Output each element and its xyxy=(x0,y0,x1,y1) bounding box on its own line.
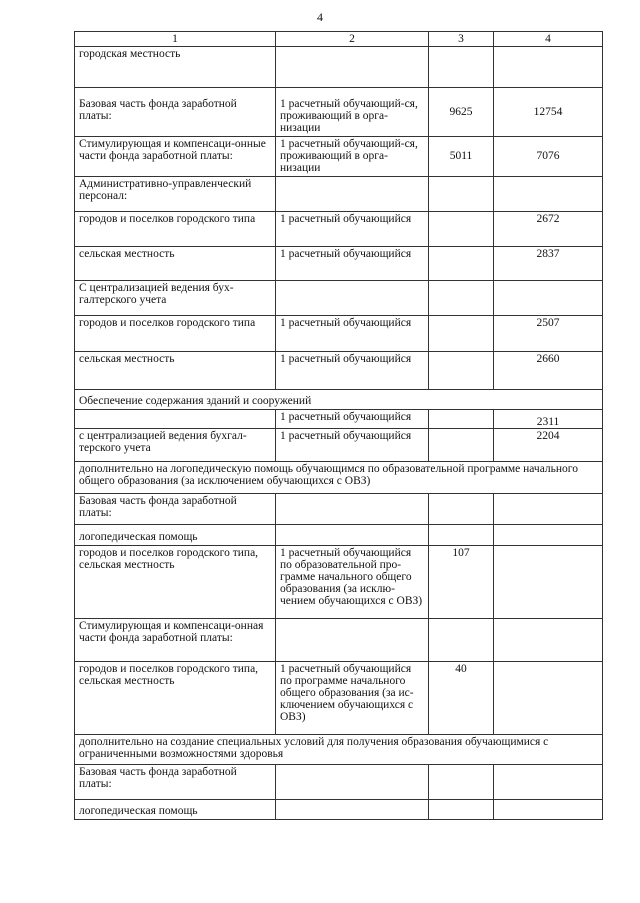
page-number: 4 xyxy=(317,10,323,24)
value-col3-cell xyxy=(429,247,494,281)
value-col4-cell: 2837 xyxy=(494,247,603,281)
table-row xyxy=(75,800,603,820)
table-row xyxy=(75,525,603,546)
value-col3-cell xyxy=(429,494,494,525)
value-col3-cell xyxy=(429,177,494,212)
value-col4-cell: 2204 xyxy=(494,429,603,462)
table-row xyxy=(75,429,603,462)
value-col3-cell: 107 xyxy=(429,546,494,619)
value-col4-cell xyxy=(494,47,603,88)
section-row xyxy=(75,462,603,494)
category-cell: Базовая часть фонда заработной платы: xyxy=(75,88,276,137)
column-header-2: 2 xyxy=(276,32,429,47)
value-col4-cell xyxy=(494,281,603,316)
unit-cell: 1 расчетный обучающийся xyxy=(276,429,429,462)
value-col3-cell xyxy=(429,212,494,247)
table-row xyxy=(75,662,603,735)
value-col4-cell xyxy=(494,765,603,800)
unit-cell: 1 расчетный обучающийся xyxy=(276,352,429,390)
category-cell: логопедическая помощь xyxy=(75,525,276,546)
value-col3-cell xyxy=(429,316,494,352)
unit-cell xyxy=(276,177,429,212)
column-header-4: 4 xyxy=(494,32,603,47)
value-col3-cell xyxy=(429,800,494,820)
table-row xyxy=(75,247,603,281)
value-col4-cell xyxy=(494,619,603,662)
table-row xyxy=(75,47,603,88)
table-row xyxy=(75,546,603,619)
unit-cell: 1 расчетный обучающийся xyxy=(276,212,429,247)
category-cell: городов и поселков городского типа xyxy=(75,316,276,352)
unit-cell: 1 расчетный обучающий-ся, проживающий в орга-низации xyxy=(276,137,429,177)
value-col3-cell: 9625 xyxy=(429,88,494,137)
unit-cell xyxy=(276,494,429,525)
unit-cell: 1 расчетный обучающийся xyxy=(276,316,429,352)
value-col4-cell: 2660 xyxy=(494,352,603,390)
value-col3-cell xyxy=(429,281,494,316)
category-cell: логопедическая помощь xyxy=(75,800,276,820)
section-heading-cell: Обеспечение содержания зданий и сооружений xyxy=(75,390,603,410)
table-row xyxy=(75,137,603,177)
section-heading-cell: дополнительно на логопедическую помощь обучающимся по образовательной программе начального общего образования (за исключением обучающихся с ОВЗ) xyxy=(75,462,603,494)
value-col3-cell: 5011 xyxy=(429,137,494,177)
value-col3-cell xyxy=(429,765,494,800)
unit-cell xyxy=(276,47,429,88)
category-cell xyxy=(75,410,276,429)
category-cell: сельская местность xyxy=(75,352,276,390)
unit-cell: 1 расчетный обучающийся xyxy=(276,410,429,429)
value-col4-cell xyxy=(494,546,603,619)
value-col4-cell xyxy=(494,494,603,525)
value-col3-cell: 40 xyxy=(429,662,494,735)
value-col4-cell xyxy=(494,177,603,212)
unit-cell xyxy=(276,619,429,662)
category-cell: сельская местность xyxy=(75,247,276,281)
category-cell: Стимулирующая и компенсаци-онная части фонда заработной платы: xyxy=(75,619,276,662)
unit-cell: 1 расчетный обучающий-ся, проживающий в орга-низации xyxy=(276,88,429,137)
value-col3-cell xyxy=(429,47,494,88)
section-heading-cell: дополнительно на создание специальных условий для получения образования обучающимися с ограниченными возможностями здоровья xyxy=(75,735,603,765)
table-row xyxy=(75,765,603,800)
unit-cell: 1 расчетный обучающийся по образовательной про-грамме начального общего образования (за исклю-чением обучающихся с ОВЗ) xyxy=(276,546,429,619)
value-col4-cell: 2311 xyxy=(494,410,603,429)
table-row xyxy=(75,88,603,137)
unit-cell xyxy=(276,525,429,546)
unit-cell xyxy=(276,800,429,820)
value-col4-cell: 2672 xyxy=(494,212,603,247)
section-row xyxy=(75,390,603,410)
column-header-3: 3 xyxy=(429,32,494,47)
value-col3-cell xyxy=(429,525,494,546)
column-header-1: 1 xyxy=(75,32,276,47)
table-row xyxy=(75,177,603,212)
category-cell: городов и поселков городского типа xyxy=(75,212,276,247)
unit-cell xyxy=(276,281,429,316)
category-cell: С централизацией ведения бух-галтерского учета xyxy=(75,281,276,316)
value-col4-cell: 2507 xyxy=(494,316,603,352)
value-col3-cell xyxy=(429,352,494,390)
unit-cell xyxy=(276,765,429,800)
value-col4-cell xyxy=(494,662,603,735)
table-row xyxy=(75,410,603,429)
value-col3-cell xyxy=(429,410,494,429)
table-row xyxy=(75,281,603,316)
table-row xyxy=(75,619,603,662)
category-cell: с централизацией ведения бухгал-терского учета xyxy=(75,429,276,462)
table-row xyxy=(75,316,603,352)
category-cell: Базовая часть фонда заработной платы: xyxy=(75,494,276,525)
table-row xyxy=(75,494,603,525)
value-col3-cell xyxy=(429,429,494,462)
value-col3-cell xyxy=(429,619,494,662)
category-cell: городская местность xyxy=(75,47,276,88)
category-cell: городов и поселков городского типа, сельская местность xyxy=(75,546,276,619)
value-col4-cell: 12754 xyxy=(494,88,603,137)
category-cell: городов и поселков городского типа, сельская местность xyxy=(75,662,276,735)
table-header-row xyxy=(75,32,603,47)
category-cell: Административно-управленческий персонал: xyxy=(75,177,276,212)
value-col4-cell xyxy=(494,525,603,546)
section-row xyxy=(75,735,603,765)
value-col4-cell: 7076 xyxy=(494,137,603,177)
table-row xyxy=(75,212,603,247)
value-col4-cell xyxy=(494,800,603,820)
unit-cell: 1 расчетный обучающийся xyxy=(276,247,429,281)
table-row xyxy=(75,352,603,390)
category-cell: Базовая часть фонда заработной платы: xyxy=(75,765,276,800)
category-cell: Стимулирующая и компенсаци-онные части фонда заработной платы: xyxy=(75,137,276,177)
tariff-table xyxy=(74,31,603,820)
unit-cell: 1 расчетный обучающийся по программе начального общего образования (за ис-ключением обучающихся с ОВЗ) xyxy=(276,662,429,735)
